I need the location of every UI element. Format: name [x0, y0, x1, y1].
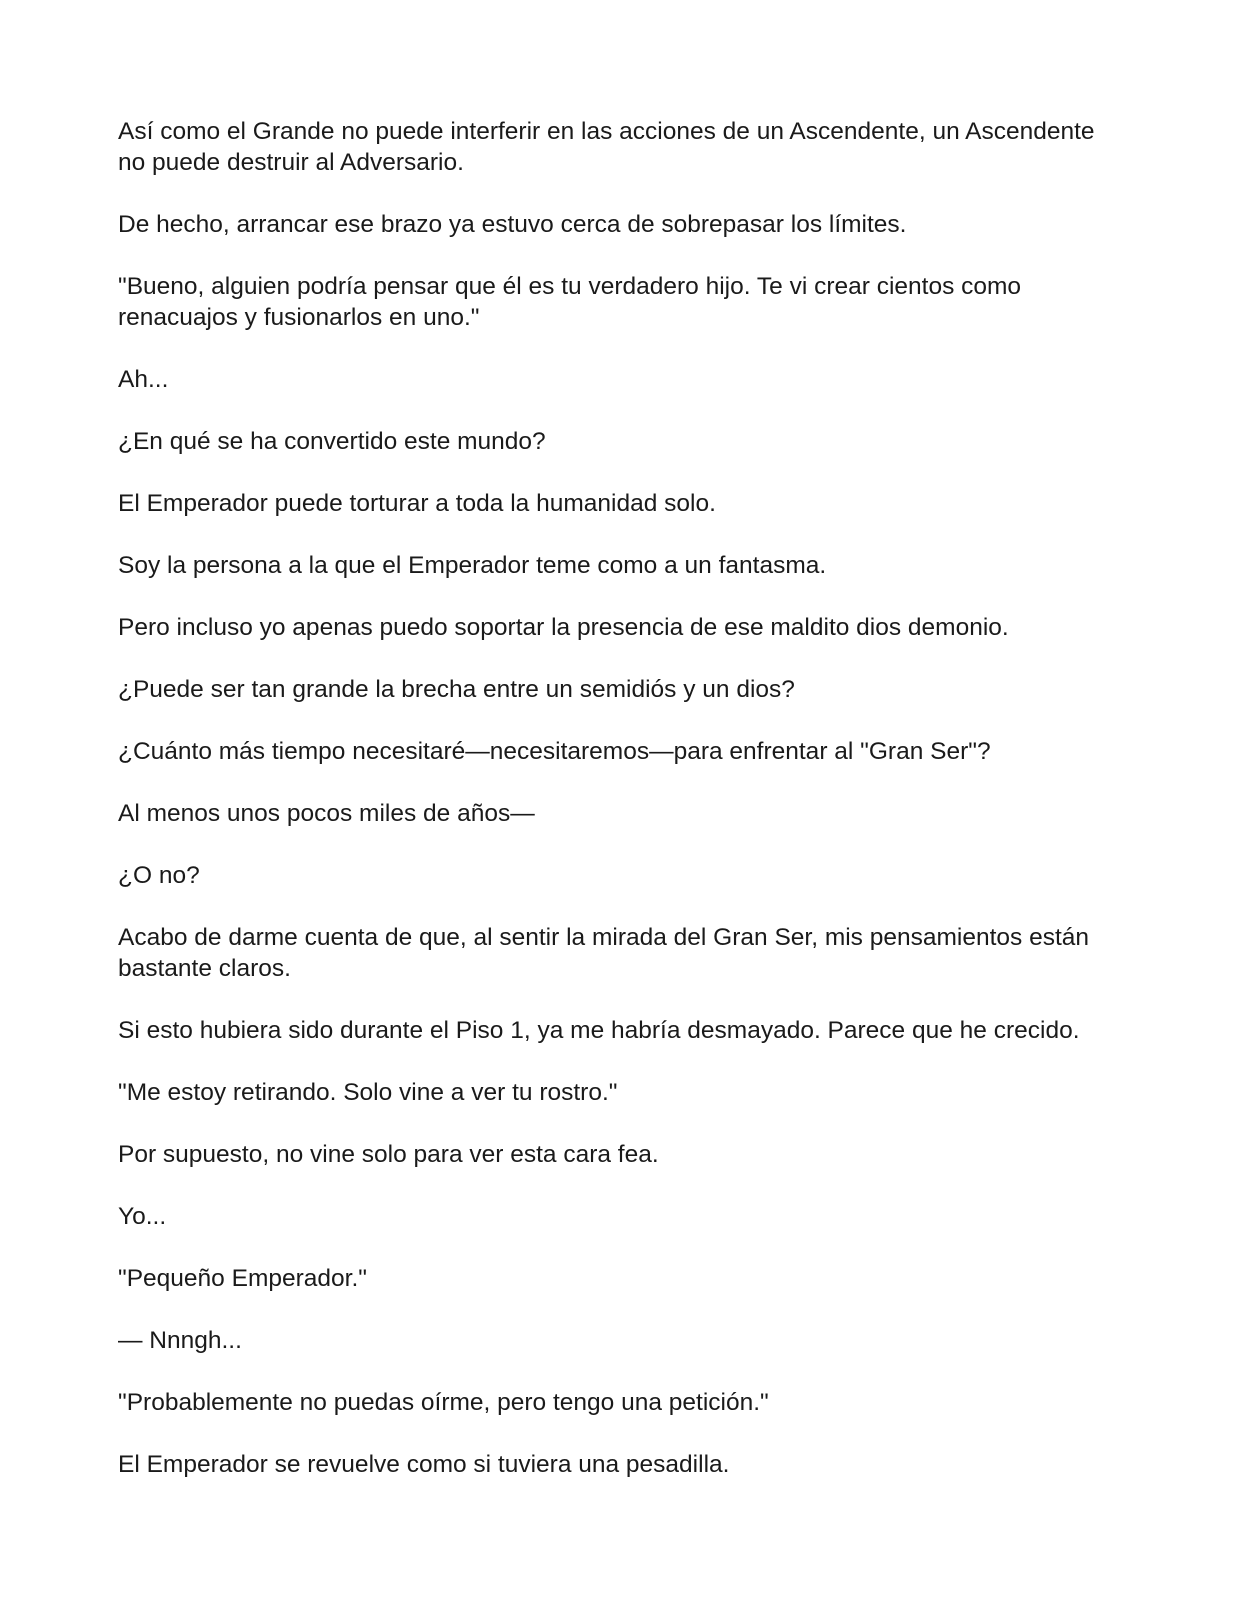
paragraph: Al menos unos pocos miles de años—	[118, 800, 535, 827]
paragraph: — Nnngh...	[118, 1327, 242, 1354]
paragraph: "Probablemente no puedas oírme, pero tengo una petición."	[118, 1389, 769, 1416]
paragraph: De hecho, arrancar ese brazo ya estuvo cerca de sobrepasar los límites.	[118, 211, 907, 238]
paragraph: "Pequeño Emperador."	[118, 1265, 367, 1292]
paragraph: El Emperador se revuelve como si tuviera una pesadilla.	[118, 1451, 730, 1478]
paragraph: ¿Cuánto más tiempo necesitaré—necesitaremos—para enfrentar al "Gran Ser"?	[118, 738, 991, 765]
paragraph: El Emperador puede torturar a toda la humanidad solo.	[118, 490, 716, 517]
paragraph: Acabo de darme cuenta de que, al sentir la mirada del Gran Ser, mis pensamientos están bastante claros.	[118, 924, 1090, 982]
paragraph: Si esto hubiera sido durante el Piso 1, ya me habría desmayado. Parece que he crecido.	[118, 1017, 1080, 1044]
paragraph: ¿Puede ser tan grande la brecha entre un semidiós y un dios?	[118, 676, 795, 703]
paragraph: Yo...	[118, 1203, 167, 1230]
paragraph: "Me estoy retirando. Solo vine a ver tu rostro."	[118, 1079, 618, 1106]
paragraph: Ah...	[118, 366, 169, 393]
paragraph: ¿En qué se ha convertido este mundo?	[118, 428, 546, 455]
paragraph: "Bueno, alguien podría pensar que él es tu verdadero hijo. Te vi crear cientos como renacuajos y fusionarlos en uno."	[118, 273, 1022, 331]
paragraph: Así como el Grande no puede interferir en las acciones de un Ascendente, un Ascendente no puede destruir al Adversario.	[118, 118, 1095, 176]
paragraph: ¿O no?	[118, 862, 200, 889]
paragraph: Por supuesto, no vine solo para ver esta cara fea.	[118, 1141, 659, 1168]
document-page	[118, 116, 1128, 1511]
paragraph: Pero incluso yo apenas puedo soportar la presencia de ese maldito dios demonio.	[118, 614, 1009, 641]
paragraph: Soy la persona a la que el Emperador teme como a un fantasma.	[118, 552, 827, 579]
